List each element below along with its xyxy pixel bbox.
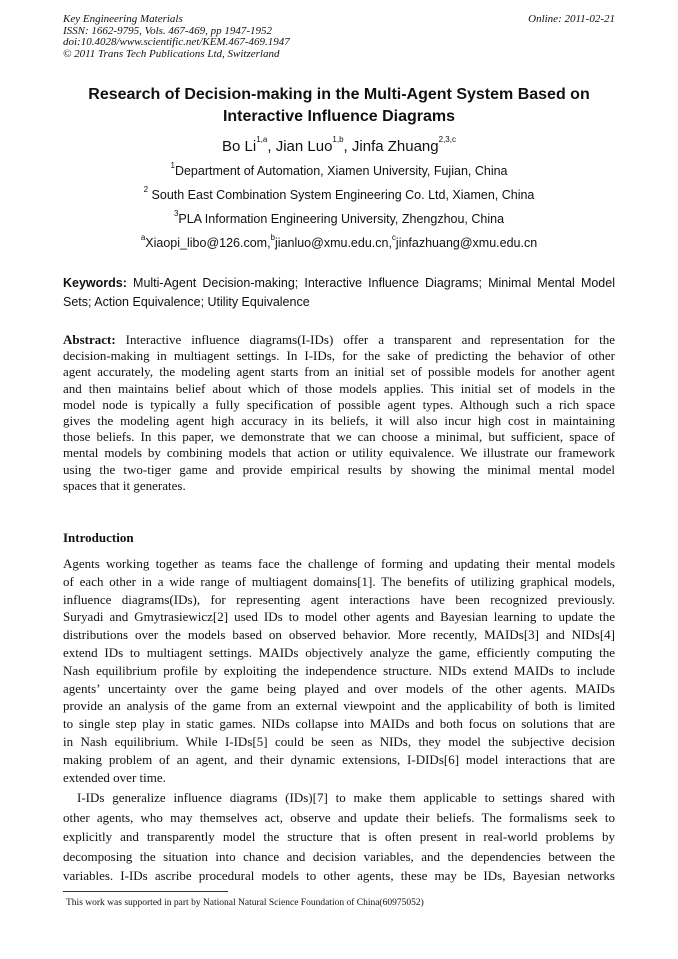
author-list [0, 135, 678, 155]
paper-title [0, 84, 678, 128]
online-date: Online: 2011-02-21 [528, 13, 615, 25]
footnote-divider [63, 891, 228, 892]
journal-header [63, 14, 290, 60]
author-emails: $^a$Xiaopi_libo@126.com,$^b$jianluo@xmu.edu.cn,$^c$jinfazhuang@xmu.edu.cn [140, 233, 538, 250]
email: jinfazhuang@xmu.edu.cn [395, 236, 538, 250]
abstract-label: Abstract: [63, 332, 116, 347]
footnote: This work was supported in part by National Natural Science Foundation of China(60975052) [66, 898, 424, 908]
keywords: Keywords: Multi-Agent Decision-making; Interactive Influence Diagrams; Minimal Mental Model Sets; Action Equivalence; Utility Equivalence [63, 276, 615, 309]
affiliation: $^3$PLA Information Engineering University, Zhengzhou, China [173, 209, 505, 226]
title-line: Research of Decision-making in the Multi-Agent System Based on [88, 86, 590, 103]
author: Bo Li$^{1,a}$, [222, 135, 276, 155]
copyright: © 2011 Trans Tech Publications Ltd, Switzerland [63, 47, 280, 60]
affiliation: $^2$ South East Combination System Engineering Co. Ltd, Xiamen, China [143, 185, 535, 202]
author: Jian Luo$^{1,b}$, [275, 135, 352, 155]
keywords-label: Keywords: [63, 276, 127, 290]
journal-name: Key Engineering Materials [63, 13, 183, 25]
author: Jinfa Zhuang$^{2,3,c}$ [351, 135, 456, 155]
intro-paragraph: I-IDs generalize influence diagrams (IDs)[7] to make them applicable to settings shared with other agents, who may themselves act, observe and update their beliefs. The formalisms seek to explicitly and transparently model the structure that is often present in real-world problems by decomposing the situation into chance and decision variables, and the dependencies between the variables. I-IDs ascribe procedural models to other agents, these may be IDs, Bayesian networks [63, 790, 615, 883]
email: jianluo@xmu.edu.cn, [275, 236, 392, 250]
issn: ISSN: 1662-9795, Vols. 467-469, pp 1947-1952 [63, 24, 272, 37]
doi: doi:10.4028/www.scientific.net/KEM.467-469.1947 [63, 36, 290, 49]
affiliation: $^1$Department of Automation, Xiamen University, Fujian, China [170, 161, 508, 178]
title-line: Interactive Influence Diagrams [222, 108, 456, 125]
email: Xiaopi_libo@126.com, [145, 236, 271, 250]
abstract: Abstract: Interactive influence diagrams(I-IDs) offer a transparent and representation for the decision-making in multiagent settings. In I-IDs, for the sake of predicting the behavior of other agent accurately, the modeling agent starts from an initial set of possible models for another agent and then maintains belief about which of those models applies. This initial set of models in the model node is typically a fully specification of possible agent types. Although such a rich space gives the modeling agent high accuracy in its beliefs, it will also incur high cost in maintaining those beliefs. In this paper, we demonstrate that we can choose a minimal, but sufficient, space of mental models by combining models that action or utility equivalence. We illustrate our framework using the two-tiger game and provide empirical results by showing the minimal mental model spaces that it generates. [63, 332, 615, 493]
section-heading-introduction: Introduction [63, 530, 134, 545]
intro-paragraph: Agents working together as teams face the challenge of forming and updating their mental models of each other in a wide range of multiagent domains[1]. The benefits of utilizing graphical models, influence diagrams(IDs), for representing agent interactions have been recognized previously. Suryadi and Gmytrasiewicz[2] used IDs to model other agents and Bayesian learning to update the distributions over the models based on observed behavior. More recently, MAIDs[3] and NIDs[4] extend IDs to multiagent settings. MAIDs objectively analyze the game, efficiently computing the Nash equilibrium profile by exploiting the independence structure. NIDs extend MAIDs to include agents’ uncertainty over the game being played and over models of the other agents. MAIDs provide an analysis of the game from an external viewpoint and the applicability of both is limited to single step play in static games. NIDs collapse into MAIDs and both focus on solutions that are in Nash equilibrium. While I-IDs[5] could be seen as NIDs, they model the subjective decision making problem of an agent, and their dynamic extensions, I-DIDs[6] model interactions that are extended over time. [63, 556, 615, 785]
